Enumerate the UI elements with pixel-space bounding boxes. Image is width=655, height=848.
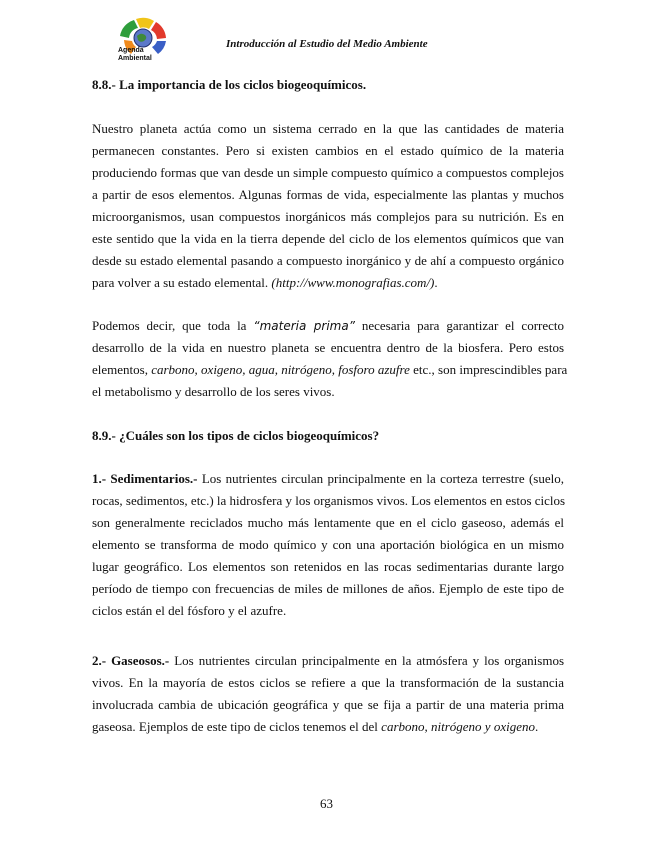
paragraph-sedimentarios <box>92 468 564 622</box>
text-line: el metabolismo y desarrollo de los seres vivos. <box>92 384 335 399</box>
paragraph-gaseosos <box>92 650 564 738</box>
text-line: vivos. En la mayoría de estos ciclos se refiere a que la transformación de la sustancia <box>92 675 564 690</box>
text-run: necesaria para garantizar el correcto <box>361 318 565 333</box>
text-line <box>92 716 564 738</box>
text-line: involucrada cambia de ubicación geográfica y que se fija a partir de una materia prima <box>92 697 564 712</box>
text-run: Los nutrientes circulan principalmente en la corteza terrestre (suelo, <box>201 471 564 486</box>
italic-elements: carbono, oxigeno, agua, nitrógeno, fosforo azufre <box>151 362 410 377</box>
paragraph-materia-prima <box>92 315 568 403</box>
text-line <box>92 468 564 490</box>
text-line: son generalmente reciclados mucho más lentamente que en el ciclo gaseoso, además el <box>92 515 564 530</box>
text-line: microorganismos, usan compuestos inorgánicos más complejos para su nutrición. Es en <box>92 209 564 224</box>
section-heading-8-8: 8.8.- La importancia de los ciclos biogeoquímicos. <box>92 77 367 92</box>
page-number: 63 <box>320 796 333 811</box>
text-line <box>92 359 568 381</box>
text-line <box>92 650 564 672</box>
text-run: para volver a su estado elemental. <box>92 275 269 290</box>
text-line: este sentido que la vida en la tierra depende del ciclo de los elementos químicos que van <box>92 231 564 246</box>
text-run: gaseosa. Ejemplos de este tipo de ciclos tenemos el del <box>92 719 378 734</box>
term-label: 1.- Sedimentarios.- <box>92 471 198 486</box>
running-title: Introducción al Estudio del Medio Ambiente <box>226 38 428 50</box>
text-run: Podemos decir, que toda la <box>92 318 247 333</box>
text-run: . <box>434 275 438 290</box>
logo-text-line-2: Ambiental <box>118 55 152 62</box>
logo-text-line-1: Agenda <box>118 47 144 54</box>
text-run: . <box>534 719 539 734</box>
text-line: ciclos están el del fósforo y el azufre. <box>92 603 287 618</box>
text-line: elemento se transforma de modo químico y con una aportación biológica en un mismo <box>92 537 564 552</box>
text-run: etc., son imprescindibles para <box>413 362 568 377</box>
text-line: a partir de esos elementos. Algunas formas de vida, especialmente las plantas y muchos <box>92 187 564 202</box>
citation-link: (http://www.monografias.com/) <box>271 275 435 290</box>
text-line: Nuestro planeta actúa como un sistema cerrado en la que las cantidades de materia <box>92 121 564 136</box>
text-line: rocas, sedimentos, etc.) la hidrosfera y los organismos vivos. Los elementos en estos ciclos <box>92 493 566 508</box>
text-line: período de tiempo con frecuencias de miles de millones de años. Ejemplo de este tipo de <box>92 581 564 596</box>
logo-text <box>118 47 152 63</box>
logo-arc-red <box>151 22 166 39</box>
text-line: produciendo formas que van desde un simple compuesto químico a compuestos complejos <box>92 165 564 180</box>
italic-elements: carbono, nitrógeno y oxigeno <box>381 719 535 734</box>
text-run: elementos, <box>92 362 148 377</box>
paragraph-ciclos-intro <box>92 118 564 294</box>
text-line <box>92 272 564 294</box>
text-line: desde su estado elemental pasando a compuesto inorgánico y de ahí a compuesto orgánico <box>92 253 564 268</box>
logo-arc-blue <box>152 41 166 54</box>
text-run: Los nutrientes circulan principalmente en la atmósfera y los organismos <box>174 653 565 668</box>
text-line: desarrollo de la vida en nuestro planeta se encuentra dentro de la biosfera. Pero estos <box>92 340 564 355</box>
section-heading-8-9: 8.9.- ¿Cuáles son los tipos de ciclos biogeoquímicos? <box>92 428 380 443</box>
term-label: 2.- Gaseosos.- <box>92 653 170 668</box>
text-line: lugar geográfico. Los elementos son retenidos en las rocas sedimentarias durante largo <box>92 559 564 574</box>
text-line: permanecen constantes. Pero si existen cambios en el estado químico de la materia <box>92 143 564 158</box>
text-line <box>92 315 564 337</box>
quoted-term: “materia prima” <box>253 319 355 333</box>
logo-arc-yellow <box>136 18 154 29</box>
